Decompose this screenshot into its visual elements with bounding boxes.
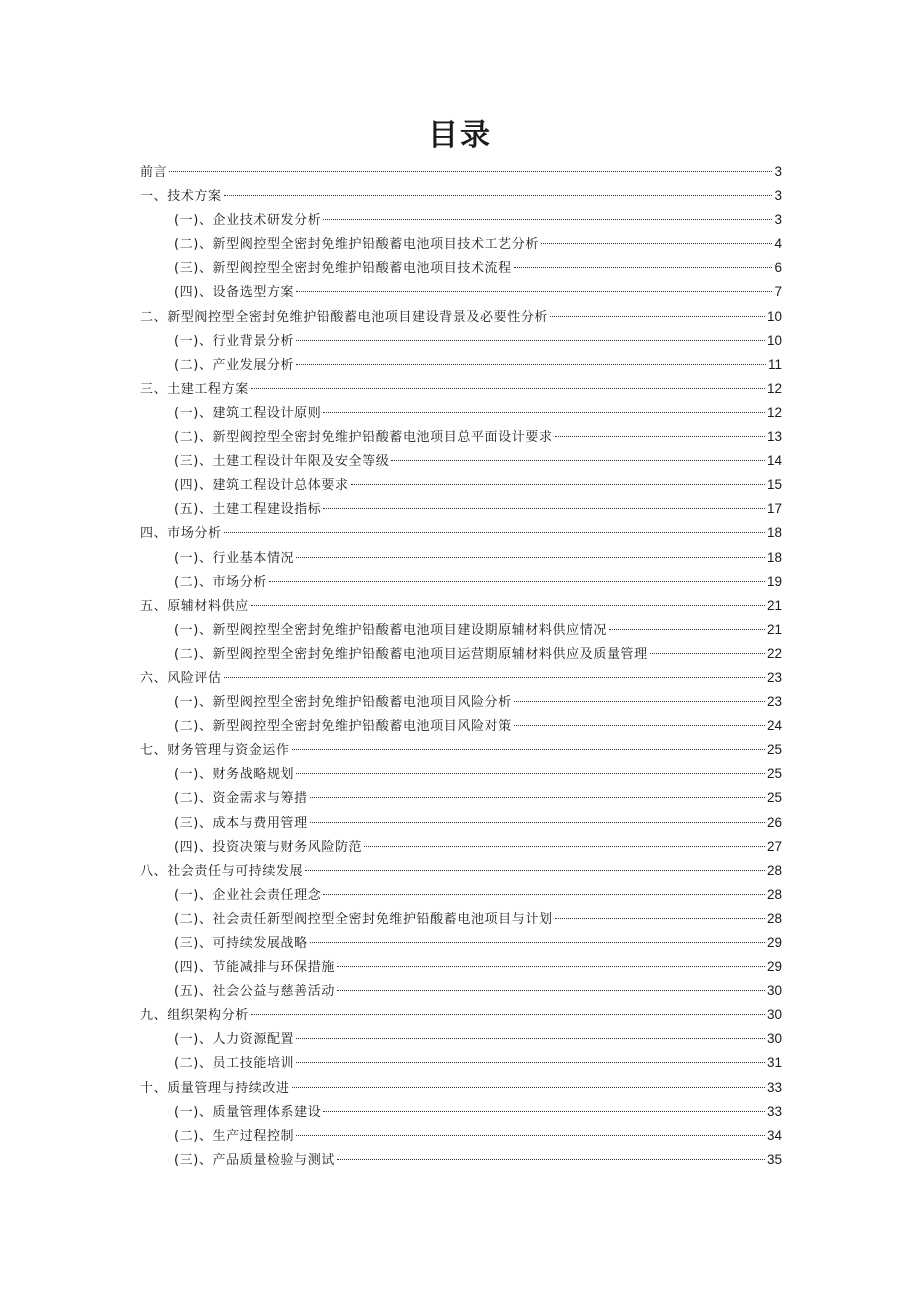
dot-leader bbox=[550, 316, 765, 317]
toc-entry-page-number: 7 bbox=[774, 284, 782, 300]
toc-entry-title: (二)、生产过程控制 bbox=[174, 1128, 295, 1144]
toc-entry[interactable] bbox=[140, 1027, 782, 1051]
toc-entry[interactable] bbox=[140, 473, 782, 497]
toc-entry[interactable] bbox=[140, 521, 782, 545]
toc-entry-title: (三)、土建工程设计年限及安全等级 bbox=[174, 454, 390, 470]
toc-entry[interactable] bbox=[140, 738, 782, 762]
toc-entry-page-number: 30 bbox=[766, 983, 782, 999]
dot-leader bbox=[337, 990, 765, 991]
toc-entry-page-number: 28 bbox=[766, 910, 782, 926]
dot-leader bbox=[296, 340, 765, 341]
toc-entry-title: (二)、社会责任新型阀控型全密封免维护铅酸蓄电池项目与计划 bbox=[174, 911, 553, 927]
toc-entry[interactable] bbox=[140, 449, 782, 473]
toc-entry-page-number: 10 bbox=[766, 332, 782, 348]
toc-entry-page-number: 25 bbox=[766, 742, 782, 758]
dot-leader bbox=[296, 364, 766, 365]
dot-leader bbox=[391, 460, 765, 461]
toc-entry[interactable] bbox=[140, 714, 782, 738]
dot-leader bbox=[541, 243, 773, 244]
toc-entry-title: (二)、资金需求与筹措 bbox=[174, 791, 308, 807]
toc-entry-title: (三)、可持续发展战略 bbox=[174, 936, 308, 951]
toc-entry-page-number: 24 bbox=[766, 718, 782, 734]
toc-entry-page-number: 19 bbox=[766, 573, 782, 589]
toc-entry-title: 十、质量管理与持续改进 bbox=[140, 1080, 290, 1096]
dot-leader bbox=[310, 942, 765, 943]
toc-entry-title: (一)、行业背景分析 bbox=[174, 333, 295, 349]
toc-entry[interactable] bbox=[140, 666, 782, 690]
toc-entry-title: 前言 bbox=[140, 165, 168, 180]
toc-entry-title: 四、市场分析 bbox=[140, 526, 222, 542]
toc-entry[interactable] bbox=[140, 570, 782, 594]
dot-leader bbox=[323, 219, 772, 220]
toc-entry[interactable] bbox=[140, 425, 782, 449]
dot-leader bbox=[296, 1135, 765, 1136]
toc-entry-page-number: 18 bbox=[766, 549, 782, 565]
dot-leader bbox=[169, 171, 772, 172]
toc-entry-title: (一)、新型阀控型全密封免维护铅酸蓄电池项目风险分析 bbox=[174, 695, 512, 711]
toc-entry-page-number: 15 bbox=[766, 477, 782, 493]
dot-leader bbox=[364, 846, 765, 847]
toc-entry[interactable] bbox=[140, 208, 782, 232]
dot-leader bbox=[323, 412, 765, 413]
toc-entry-page-number: 22 bbox=[766, 645, 782, 661]
toc-entry[interactable] bbox=[140, 786, 782, 810]
toc-entry-page-number: 4 bbox=[774, 236, 782, 252]
toc-entry-title: (一)、新型阀控型全密封免维护铅酸蓄电池项目建设期原辅材料供应情况 bbox=[174, 622, 607, 638]
toc-entry-page-number: 3 bbox=[774, 188, 782, 204]
toc-entry-title: (四)、设备选型方案 bbox=[174, 285, 295, 301]
toc-entry[interactable] bbox=[140, 1003, 782, 1027]
toc-entry-title: (一)、财务战略规划 bbox=[174, 767, 295, 783]
toc-entry[interactable] bbox=[140, 305, 782, 329]
toc-entry[interactable] bbox=[140, 955, 782, 979]
toc-entry-page-number: 26 bbox=[766, 814, 782, 830]
toc-entry-page-number: 21 bbox=[766, 621, 782, 637]
toc-entry-page-number: 25 bbox=[766, 766, 782, 782]
toc-entry-title: (五)、社会公益与慈善活动 bbox=[174, 984, 335, 1000]
toc-entry[interactable] bbox=[140, 353, 782, 377]
dot-leader bbox=[337, 966, 765, 967]
toc-entry-title: (三)、产品质量检验与测试 bbox=[174, 1152, 335, 1168]
toc-entry-title: 七、财务管理与资金运作 bbox=[140, 743, 290, 759]
toc-entry[interactable] bbox=[140, 1100, 782, 1124]
toc-entry-page-number: 29 bbox=[766, 935, 782, 950]
toc-entry-title: (二)、新型阀控型全密封免维护铅酸蓄电池项目运营期原辅材料供应及质量管理 bbox=[174, 646, 648, 662]
toc-entry[interactable] bbox=[140, 883, 782, 907]
toc-entry-title: (四)、建筑工程设计总体要求 bbox=[174, 478, 349, 494]
dot-leader bbox=[224, 677, 765, 678]
toc-entry-page-number: 17 bbox=[766, 501, 782, 517]
toc-entry-page-number: 29 bbox=[766, 959, 782, 975]
toc-entry-title: (二)、新型阀控型全密封免维护铅酸蓄电池项目总平面设计要求 bbox=[174, 430, 553, 446]
toc-entry[interactable] bbox=[140, 401, 782, 425]
dot-leader bbox=[296, 291, 772, 292]
toc-entry[interactable] bbox=[140, 1051, 782, 1075]
toc-entry-title: (一)、人力资源配置 bbox=[174, 1032, 295, 1048]
toc-entry-page-number: 11 bbox=[767, 356, 782, 372]
toc-entry[interactable] bbox=[140, 907, 782, 931]
toc-entry[interactable] bbox=[140, 642, 782, 666]
toc-entry[interactable] bbox=[140, 979, 782, 1003]
toc-entry-page-number: 13 bbox=[766, 429, 782, 445]
dot-leader bbox=[555, 436, 765, 437]
toc-entry-title: 八、社会责任与可持续发展 bbox=[140, 863, 304, 879]
page-title: 目录 bbox=[428, 118, 492, 153]
toc-entry-title: (二)、新型阀控型全密封免维护铅酸蓄电池项目技术工艺分析 bbox=[174, 237, 539, 253]
dot-leader bbox=[296, 1038, 765, 1039]
toc-entry[interactable] bbox=[140, 811, 782, 835]
dot-leader bbox=[251, 605, 765, 606]
toc-entry[interactable] bbox=[140, 690, 782, 714]
toc-entry-title: 六、风险评估 bbox=[140, 670, 222, 686]
toc-entry[interactable] bbox=[140, 497, 782, 521]
table-of-contents bbox=[140, 160, 782, 1172]
dot-leader bbox=[296, 1062, 765, 1063]
toc-entry[interactable] bbox=[140, 1076, 782, 1100]
toc-entry-title: (一)、质量管理体系建设 bbox=[174, 1104, 322, 1120]
toc-entry[interactable] bbox=[140, 546, 782, 570]
dot-leader bbox=[251, 1014, 765, 1015]
toc-entry-title: 五、原辅材料供应 bbox=[140, 598, 249, 614]
dot-leader bbox=[296, 557, 765, 558]
toc-entry-page-number: 21 bbox=[766, 597, 782, 613]
dot-leader bbox=[310, 822, 765, 823]
toc-entry-page-number: 23 bbox=[766, 669, 782, 685]
toc-entry-title: (一)、企业技术研发分析 bbox=[174, 213, 322, 229]
dot-leader bbox=[292, 749, 765, 750]
toc-entry[interactable] bbox=[140, 256, 782, 280]
dot-leader bbox=[514, 701, 765, 702]
dot-leader bbox=[323, 1111, 765, 1112]
toc-entry[interactable] bbox=[140, 1148, 782, 1172]
toc-entry-page-number: 12 bbox=[766, 380, 782, 396]
dot-leader bbox=[224, 195, 773, 196]
toc-entry-page-number: 6 bbox=[774, 260, 782, 276]
toc-entry[interactable] bbox=[140, 160, 782, 184]
toc-entry-page-number: 34 bbox=[766, 1127, 782, 1143]
toc-entry-title: (一)、行业基本情况 bbox=[174, 550, 295, 566]
toc-entry[interactable] bbox=[140, 329, 782, 353]
toc-entry-title: (二)、新型阀控型全密封免维护铅酸蓄电池项目风险对策 bbox=[174, 719, 512, 735]
toc-entry-title: (三)、新型阀控型全密封免维护铅酸蓄电池项目技术流程 bbox=[174, 261, 512, 277]
toc-entry-page-number: 33 bbox=[766, 1079, 782, 1095]
toc-entry-title: (一)、企业社会责任理念 bbox=[174, 887, 322, 903]
dot-leader bbox=[251, 388, 765, 389]
toc-entry[interactable] bbox=[140, 835, 782, 859]
toc-entry-page-number: 33 bbox=[766, 1103, 782, 1119]
toc-entry-title: 二、新型阀控型全密封免维护铅酸蓄电池项目建设背景及必要性分析 bbox=[140, 309, 549, 325]
toc-entry[interactable] bbox=[140, 931, 782, 955]
dot-leader bbox=[650, 653, 765, 654]
toc-entry-title: (二)、员工技能培训 bbox=[174, 1056, 295, 1072]
toc-entry-page-number: 18 bbox=[766, 525, 782, 541]
dot-leader bbox=[296, 773, 765, 774]
toc-entry-title: (四)、投资决策与财务风险防范 bbox=[174, 839, 363, 855]
toc-entry-page-number: 28 bbox=[766, 886, 782, 902]
toc-entry-title: (一)、建筑工程设计原则 bbox=[174, 405, 322, 421]
dot-leader bbox=[292, 1087, 765, 1088]
toc-entry-page-number: 3 bbox=[774, 164, 782, 179]
toc-entry-page-number: 28 bbox=[766, 862, 782, 878]
toc-entry[interactable] bbox=[140, 377, 782, 401]
dot-leader bbox=[310, 797, 765, 798]
toc-entry-page-number: 35 bbox=[766, 1151, 782, 1167]
toc-entry[interactable] bbox=[140, 232, 782, 256]
dot-leader bbox=[555, 918, 765, 919]
dot-leader bbox=[514, 267, 773, 268]
toc-entry-title: 三、土建工程方案 bbox=[140, 381, 249, 397]
toc-entry-page-number: 30 bbox=[766, 1031, 782, 1047]
toc-entry-page-number: 25 bbox=[766, 790, 782, 806]
toc-entry[interactable] bbox=[140, 184, 782, 208]
toc-entry-title: (二)、市场分析 bbox=[174, 574, 267, 590]
toc-entry[interactable] bbox=[140, 762, 782, 786]
toc-entry[interactable] bbox=[140, 1124, 782, 1148]
toc-entry-page-number: 14 bbox=[766, 453, 782, 469]
dot-leader bbox=[351, 484, 765, 485]
dot-leader bbox=[269, 581, 765, 582]
toc-entry-page-number: 27 bbox=[766, 838, 782, 854]
toc-entry[interactable] bbox=[140, 594, 782, 618]
toc-entry-page-number: 3 bbox=[774, 212, 782, 228]
toc-entry-page-number: 10 bbox=[766, 308, 782, 324]
toc-entry-title: 一、技术方案 bbox=[140, 189, 222, 205]
toc-entry-page-number: 23 bbox=[766, 694, 782, 710]
toc-entry-page-number: 12 bbox=[766, 404, 782, 420]
toc-entry-page-number: 31 bbox=[766, 1055, 782, 1071]
toc-entry-title: (二)、产业发展分析 bbox=[174, 357, 295, 373]
dot-leader bbox=[305, 870, 765, 871]
toc-entry[interactable] bbox=[140, 618, 782, 642]
toc-entry-title: (三)、成本与费用管理 bbox=[174, 815, 308, 831]
toc-entry-title: (四)、节能减排与环保措施 bbox=[174, 960, 335, 976]
toc-entry-page-number: 30 bbox=[766, 1007, 782, 1023]
dot-leader bbox=[609, 629, 765, 630]
toc-entry[interactable] bbox=[140, 859, 782, 883]
dot-leader bbox=[323, 894, 765, 895]
dot-leader bbox=[323, 508, 765, 509]
toc-entry-title: 九、组织架构分析 bbox=[140, 1008, 249, 1024]
dot-leader bbox=[514, 725, 765, 726]
dot-leader bbox=[224, 532, 765, 533]
dot-leader bbox=[337, 1159, 765, 1160]
toc-entry[interactable] bbox=[140, 280, 782, 304]
toc-entry-title: (五)、土建工程建设指标 bbox=[174, 502, 322, 518]
